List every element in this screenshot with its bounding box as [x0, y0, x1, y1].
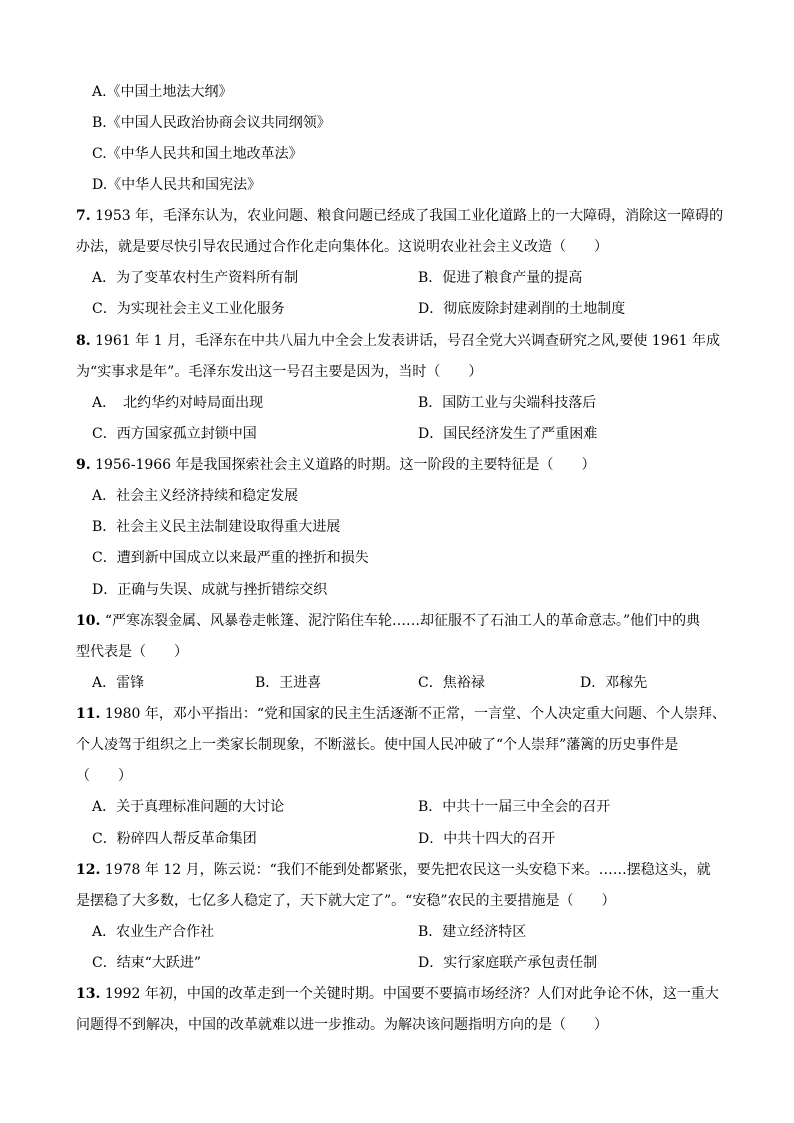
q12-option-d: D．实行家庭联产承包责任制 [418, 955, 598, 971]
q10-number: 10. [76, 613, 101, 629]
q6-option-d: D.《中华人民共和国宪法》 [92, 177, 262, 193]
q12-option-b: B．建立经济特区 [418, 924, 527, 940]
q9-option-d: D．正确与失误、成就与挫折错综交织 [92, 582, 328, 598]
q11-option-c: C．粉碎四人帮反革命集团 [92, 831, 257, 847]
q9-option-a: A．社会主义经济持续和稳定发展 [92, 488, 299, 504]
q12-stem-line2: 是摆稳了大多数，七亿多人稳定了，天下就大定了”。“安稳”农民的主要措施是（ ） [76, 893, 616, 909]
q10-option-d: D．邓稼先 [580, 675, 648, 691]
q8-option-b: B．国防工业与尖端科技落后 [418, 395, 597, 411]
q12-number: 12. [76, 862, 101, 878]
q12-option-c: C．结束“大跃进” [92, 955, 202, 971]
q10-option-b: B．王进喜 [255, 675, 322, 691]
q10-stem-line1 [76, 611, 700, 631]
q6-option-c: C.《中华人民共和国土地改革法》 [92, 146, 303, 162]
q13-stem-line2: 问题得不到解决，中国的改革就难以进一步推动。为解决该问题指明方向的是（ ） [76, 1017, 608, 1033]
q7-number: 7. [76, 208, 91, 224]
q9-number: 9. [76, 457, 91, 473]
q11-stem-line3: （ ） [76, 768, 132, 784]
q12-option-a: A．农业生产合作社 [92, 924, 215, 940]
q7-option-d: D．彻底废除封建剥削的土地制度 [418, 301, 626, 317]
q12-stem-line1 [76, 860, 711, 880]
q7-option-b: B．促进了粮食产量的提高 [418, 270, 583, 286]
q8-stem-line2: 为“实事求是年”。毛泽东发出这一号召主要是因为，当时（ ） [76, 364, 483, 380]
q11-option-a: A．关于真理标准问题的大讨论 [92, 799, 285, 815]
q10-stem-line2: 型代表是（ ） [76, 644, 188, 660]
q6-option-b: B.《中国人民政治协商会议共同纲领》 [92, 115, 331, 131]
q11-text-line1: 1980 年，邓小平指出：“党和国家的民主生活逐渐不正常，一言堂、个人决定重大问题、个人崇拜、 [104, 706, 727, 722]
q8-text-line1: 1961 年 1 月，毛泽东在中共八届九中全会上发表讲话，号召全党大兴调查研究之风,要使 1961 年成 [95, 333, 720, 349]
q10-option-c: C．焦裕禄 [418, 675, 485, 691]
q9-text-line1: 1956-1966 年是我国探索社会主义道路的时期。这一阶段的主要特征是（ ） [95, 457, 596, 473]
q7-option-c: C．为实现社会主义工业化服务 [92, 301, 285, 317]
q11-option-d: D．中共十四大的召开 [418, 831, 556, 847]
q7-text-line1: 1953 年，毛泽东认为，农业问题、粮食问题已经成了我国工业化道路上的一大障碍，消除这一障碍的 [95, 208, 724, 224]
q8-option-d: D．国民经济发生了严重困难 [418, 426, 598, 442]
q7-stem-line2: 办法，就是要尽快引导农民通过合作化走向集体化。这说明农业社会主义改造（ ） [76, 239, 608, 255]
q7-option-a: A．为了变革农村生产资料所有制 [92, 270, 299, 286]
q12-text-line1: 1978 年 12 月，陈云说：“我们不能到处都紧张，要先把农民这一头安稳下来。……摆稳这头，就 [104, 862, 711, 878]
q10-option-a: A．雷锋 [92, 675, 145, 691]
q7-stem-line1 [76, 206, 723, 226]
q13-number: 13. [76, 986, 101, 1002]
q8-number: 8. [76, 333, 91, 349]
q9-stem-line1 [76, 455, 596, 475]
q8-option-c: C．西方国家孤立封锁中国 [92, 426, 257, 442]
q13-stem-line1 [76, 984, 719, 1004]
q13-text-line1: 1992 年初，中国的改革走到一个关键时期。中国要不要搞市场经济？人们对此争论不休，这一重大 [104, 986, 719, 1002]
q6-option-a: A.《中国土地法大纲》 [92, 84, 233, 100]
q11-stem-line2: 个人凌驾于组织之上一类家长制现象，不断滋长。使中国人民冲破了“个人崇拜”藩篱的历史事件是 [76, 737, 679, 753]
q11-number: 11. [76, 706, 101, 722]
q9-option-c: C．遭到新中国成立以来最严重的挫折和损失 [92, 550, 369, 566]
q9-option-b: B．社会主义民主法制建设取得重大进展 [92, 519, 341, 535]
q10-text-line1: “严寒冻裂金属、风暴卷走帐篷、泥泞陷住车轮……却征服不了石油工人的革命意志。”他们中的典 [104, 613, 701, 629]
q11-option-b: B．中共十一届三中全会的召开 [418, 799, 611, 815]
q8-option-a: A． 北约华约对峙局面出现 [92, 395, 264, 411]
q8-stem-line1 [76, 331, 720, 351]
q11-stem-line1 [76, 704, 726, 724]
